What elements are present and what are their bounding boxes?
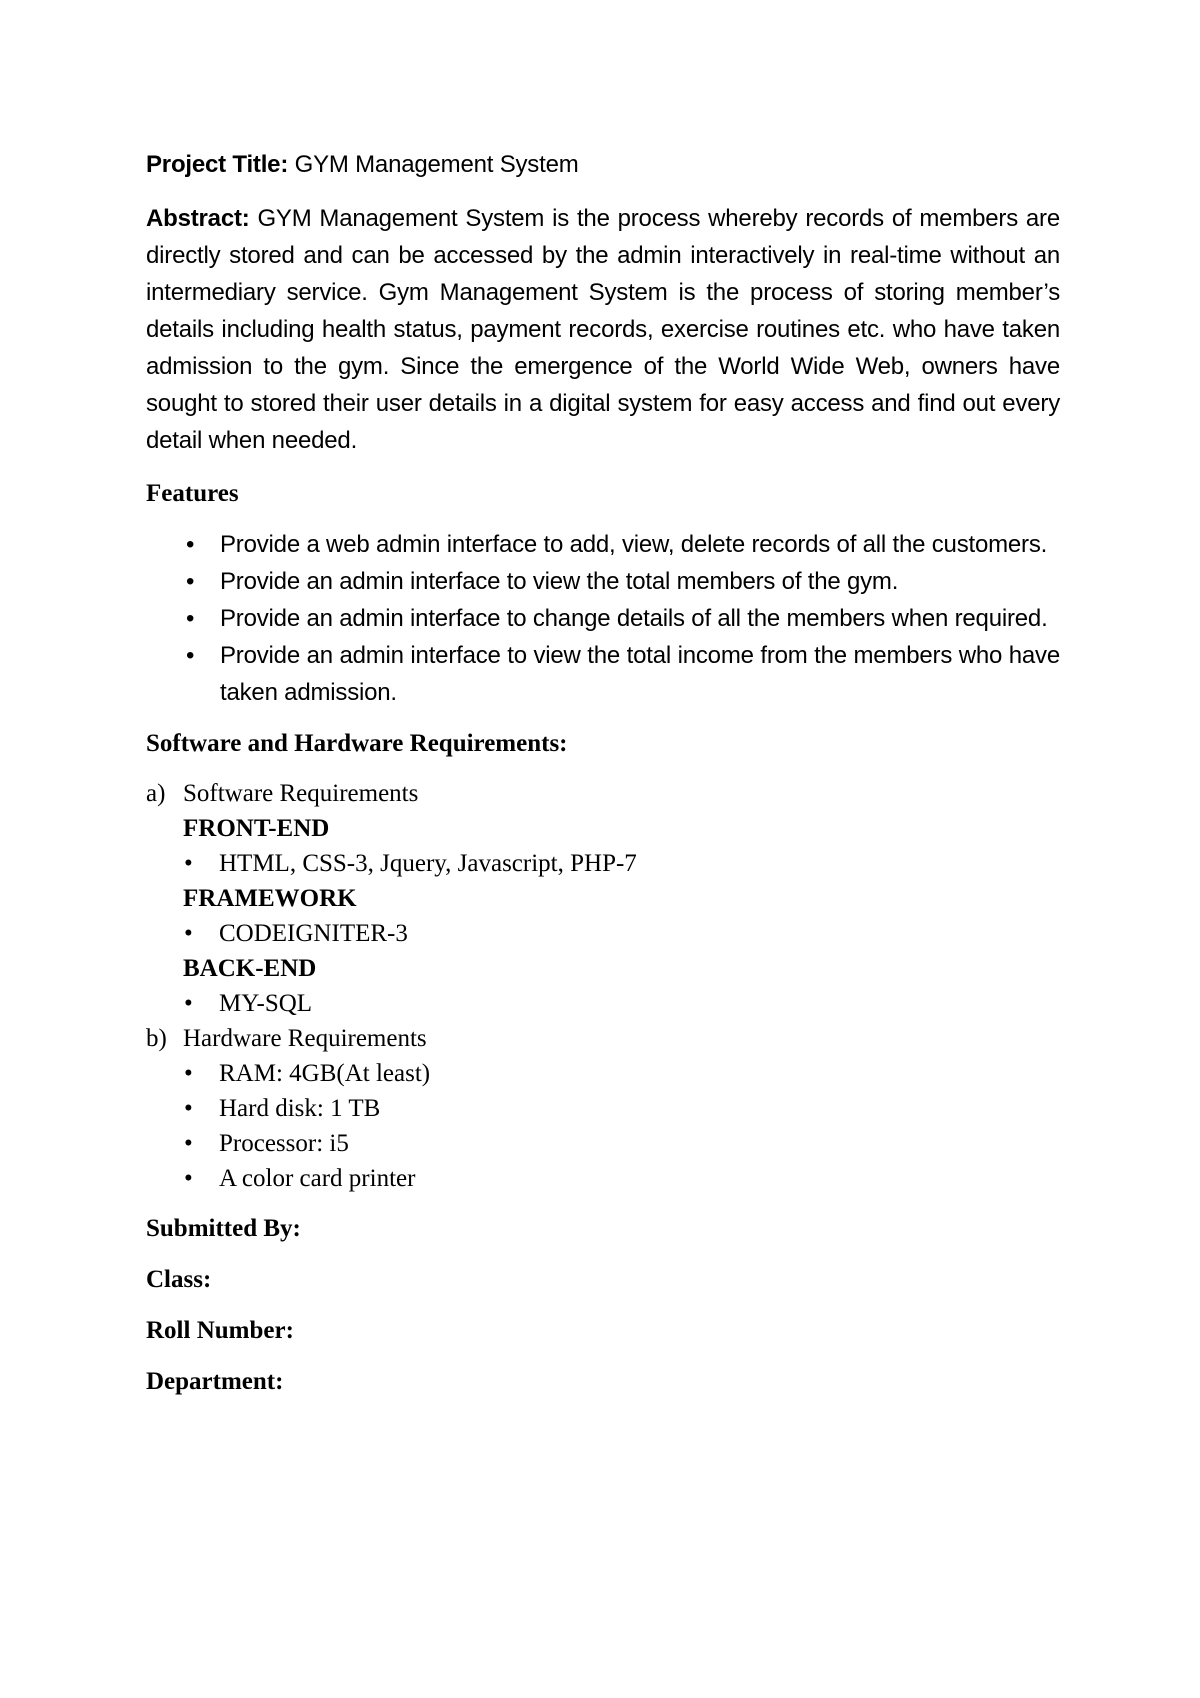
front-end-label: FRONT-END bbox=[183, 815, 330, 842]
hardware-label: Hardware Requirements bbox=[183, 1025, 427, 1052]
requirements-heading: Software and Hardware Requirements: bbox=[146, 730, 568, 757]
bullet-icon: • bbox=[184, 850, 193, 877]
feature-text: Provide an admin interface to view the total members of the gym. bbox=[220, 568, 899, 595]
software-requirements-row bbox=[146, 776, 1060, 811]
front-end-item: HTML, CSS-3, Jquery, Javascript, PHP-7 bbox=[219, 850, 637, 877]
back-end-row bbox=[146, 951, 1060, 986]
document-page bbox=[146, 146, 1060, 1414]
bullet-icon: • bbox=[184, 1130, 193, 1157]
bullet-icon: • bbox=[184, 990, 193, 1017]
framework-item: CODEIGNITER-3 bbox=[219, 920, 408, 947]
department-label: Department: bbox=[146, 1368, 284, 1395]
back-end-item: MY-SQL bbox=[219, 990, 313, 1017]
list-item bbox=[146, 916, 1060, 951]
roll-number-label: Roll Number: bbox=[146, 1317, 294, 1344]
hardware-item: Processor: i5 bbox=[219, 1130, 349, 1157]
abstract-label: Abstract: bbox=[146, 205, 250, 232]
hardware-item: A color card printer bbox=[219, 1165, 416, 1192]
software-marker: a) bbox=[146, 780, 166, 807]
framework-label: FRAMEWORK bbox=[183, 885, 357, 912]
list-item bbox=[146, 637, 1060, 711]
bullet-icon: • bbox=[184, 1165, 193, 1192]
class-label: Class: bbox=[146, 1266, 212, 1293]
front-end-row bbox=[146, 811, 1060, 846]
list-item bbox=[146, 1126, 1060, 1161]
list-item bbox=[146, 986, 1060, 1021]
software-label: Software Requirements bbox=[183, 780, 419, 807]
list-item bbox=[146, 1056, 1060, 1091]
bullet-icon: • bbox=[184, 920, 193, 947]
list-item bbox=[146, 526, 1060, 563]
list-item bbox=[146, 1161, 1060, 1196]
hardware-requirements-row bbox=[146, 1021, 1060, 1056]
feature-text: Provide an admin interface to change details of all the members when required. bbox=[220, 605, 1048, 632]
hardware-item: Hard disk: 1 TB bbox=[219, 1095, 381, 1122]
feature-text: Provide a web admin interface to add, view, delete records of all the customers. bbox=[220, 531, 1048, 558]
back-end-label: BACK-END bbox=[183, 955, 317, 982]
list-item bbox=[146, 846, 1060, 881]
abstract-paragraph bbox=[146, 200, 1060, 459]
features-list bbox=[146, 526, 1060, 711]
hardware-item: RAM: 4GB(At least) bbox=[219, 1060, 431, 1087]
bullet-icon: • bbox=[186, 642, 195, 669]
bullet-icon: • bbox=[184, 1060, 193, 1087]
bullet-icon: • bbox=[184, 1095, 193, 1122]
list-item bbox=[146, 563, 1060, 600]
abstract-text: GYM Management System is the process whereby records of members are directly stored and can be accessed by the admin interactively in real-time without an intermediary service. Gym Management System is the process of storing member’s details including health status, payment records, exercise routines etc. who have taken admission to the gym. Since the emergence of the World Wide Web, owners have sought to stored their user details in a digital system for easy access and find out every detail when needed. bbox=[146, 205, 1060, 454]
list-item bbox=[146, 600, 1060, 637]
bullet-icon: • bbox=[186, 531, 195, 558]
framework-row bbox=[146, 881, 1060, 916]
bullet-icon: • bbox=[186, 605, 195, 632]
feature-text: Provide an admin interface to view the total income from the members who have taken admission. bbox=[220, 642, 1060, 706]
bullet-icon: • bbox=[186, 568, 195, 595]
submitted-by-label: Submitted By: bbox=[146, 1215, 301, 1242]
hardware-marker: b) bbox=[146, 1025, 167, 1052]
requirements-list bbox=[146, 776, 1060, 1196]
features-heading: Features bbox=[146, 480, 239, 507]
project-title-line bbox=[146, 146, 1060, 183]
project-title-value: GYM Management System bbox=[288, 151, 579, 178]
list-item bbox=[146, 1091, 1060, 1126]
project-title-label: Project Title: bbox=[146, 151, 289, 178]
